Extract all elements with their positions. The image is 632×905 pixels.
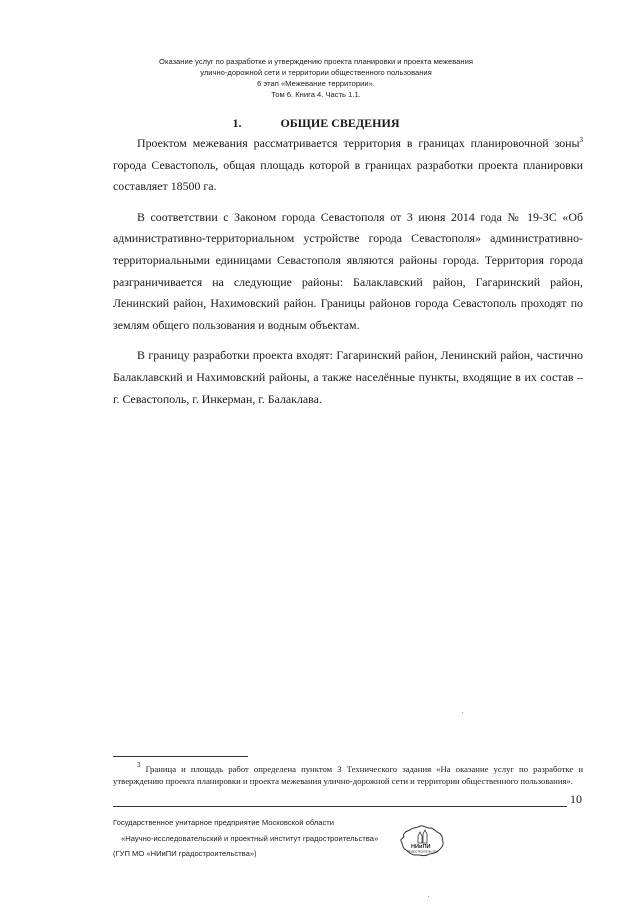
logo-text: НИиПИ — [411, 844, 431, 850]
logo-subtext: ГРАДОСТРОИТЕЛЬСТВА — [407, 850, 438, 854]
body-text — [113, 133, 583, 419]
organization-block — [113, 815, 378, 862]
footnote-reference[interactable]: 3 — [579, 136, 583, 144]
paragraph-text: Проектом межевания рассматривается территория в границах планировочной зоны — [137, 136, 580, 150]
section-number: 1. — [232, 116, 242, 130]
document-header — [0, 56, 632, 100]
section-heading — [0, 115, 632, 131]
organization-line: (ГУП МО «НИиПИ градостроительства») — [113, 849, 257, 858]
header-line: Оказание услуг по разработке и утверждению проекта планировки и проекта межевания — [159, 57, 473, 66]
header-line: Том 6. Книга 4. Часть 1.1. — [271, 90, 361, 99]
organization-line: «Научно-исследовательский и проектный институт градостроительства» — [121, 833, 379, 843]
paragraph: В соответствии с Законом города Севастополя от 3 июня 2014 года № 19-ЗС «Об административно-территориальном устройстве города Севастополя» административно-территориальными единицами Севастополя являются районы города. Территория города разграничивается на следующие районы: Балаклавский район, Гагаринский район, Ленинский район, Нахимовский район. Границы районов города Севастополь проходят по землям общего пользования и водным объектам. — [113, 209, 583, 332]
paragraph: В границу разработки проекта входят: Гагаринский район, Ленинский район, частично Балаклавский и Нахимовский районы, а также населённые пункты, входящие в их состав – г. Севастополь, г. Инкерман, г. Балаклава. — [113, 348, 583, 406]
scan-speck — [462, 712, 463, 713]
header-line: 6 этап «Межевание территории». — [257, 79, 375, 88]
section-title: ОБЩИЕ СВЕДЕНИЯ — [280, 116, 400, 130]
footnote-marker: 3 — [137, 761, 141, 769]
paragraph — [113, 133, 583, 198]
header-line: улично-дорожной сети и территории общественного пользования — [200, 68, 432, 77]
niipi-logo-icon — [398, 823, 446, 859]
scan-speck — [428, 896, 429, 897]
footnote-text: Граница и площадь работ определена пунктом 3 Технического задания «На оказание услуг по разработке и утверждению проекта планировки и проекта межевания улично-дорожной сети и территории общественного пользования». — [113, 764, 583, 787]
footnote-paragraph — [113, 763, 583, 787]
footnote-separator — [113, 756, 248, 757]
page-number: 10 — [570, 792, 582, 806]
organization-line: Государственное унитарное предприятие Московской области — [113, 818, 335, 827]
footer-rule — [113, 806, 567, 807]
paragraph-text: города Севастополь, общая площадь которой в границах разработки проекта планировки составляет 18500 га. — [113, 157, 583, 194]
footnote — [113, 763, 583, 787]
